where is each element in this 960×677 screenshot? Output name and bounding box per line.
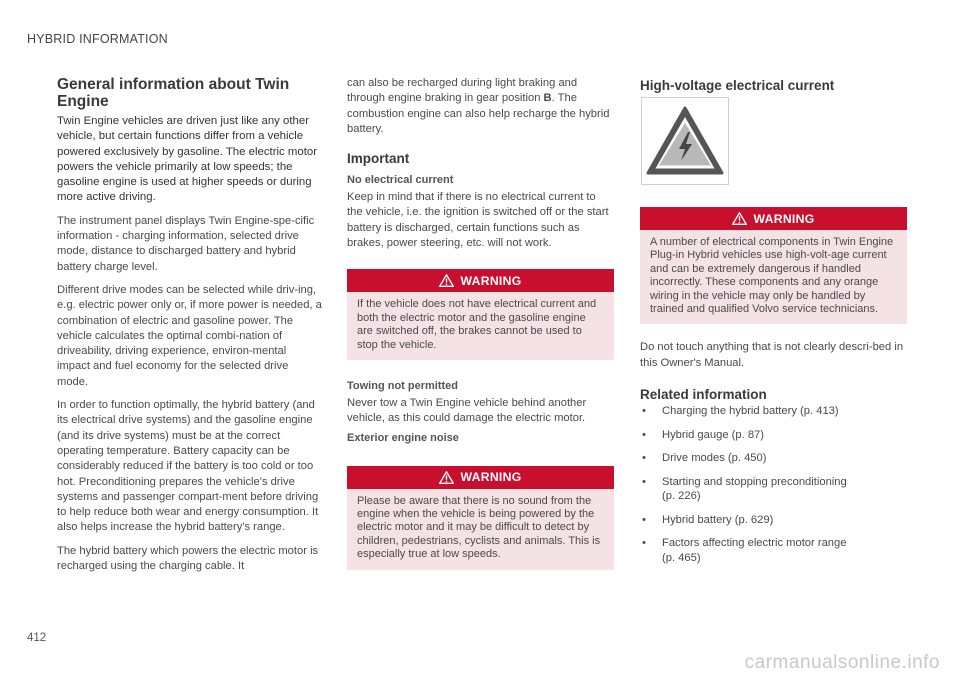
intro-paragraph: Twin Engine vehicles are driven just like any other vehicle, but certain functions differ from a vehicle powered exclusively by gasoline. The electric motor powers the vehicle primarily at low speeds; the gasoline engine is used at higher speeds or during more active driving. — [57, 115, 317, 204]
warning-triangle-icon — [439, 471, 454, 484]
bullet-icon: • — [642, 452, 646, 465]
paragraph-drive-modes: Different drive modes can be selected while driv-ing, e.g. electric power only or, if more power is needed, a combination of electric and gasoline power. The vehicle calculates the optimal combi-nation of driveability, driving experience, environ-mental impact and fuel economy for the selected drive mode. — [57, 283, 322, 388]
important-heading: Important — [347, 151, 410, 167]
related-information-heading: Related information — [640, 387, 767, 403]
list-item-text: Drive modes (p. 450) — [662, 452, 767, 465]
paragraph-instrument-panel: The instrument panel displays Twin Engine-spe-cific information - charging information, selected drive mode, distance to discharged battery and hybrid battery charge level. — [57, 214, 315, 273]
page-number: 412 — [27, 632, 47, 644]
continuation-post: . The combustion engine can also help recharge the hybrid battery. — [347, 92, 610, 135]
warning-box-brakes — [347, 269, 614, 360]
warning-header — [347, 269, 614, 292]
related-link-charging[interactable] — [640, 404, 907, 419]
warning-triangle-icon — [732, 212, 747, 225]
warning-text: Please be aware that there is no sound from the engine when the vehicle is being powered by the electric motor and it may be difficult to detect by children, pedestrians, cyclists and animals. This is especially true at low speeds. — [357, 494, 601, 561]
warning-header — [347, 466, 614, 489]
column-important — [347, 76, 614, 580]
warning-label: WARNING — [460, 273, 522, 288]
bullet-icon: • — [642, 537, 646, 550]
gear-position-b: B — [543, 92, 552, 105]
warning-label: WARNING — [460, 470, 522, 485]
warning-text: A number of electrical components in Twin Engine Plug-in Hybrid vehicles use high-volt-age current and can be extremely dangerous if handled incorrectly. These components and any orange wiring in the vehicle may only be handled by trained and qualified Volvo service technicians. — [650, 236, 894, 316]
warning-box-high-voltage — [640, 207, 907, 324]
paragraph-preconditioning: In order to function optimally, the hybrid battery (and its electrical drive systems) and the gasoline engine (and its drive systems) must be at the correct operating temperature. Battery capacity can be considerably reduced if the battery is too cold or too hot. Preconditioning prepares the vehicle's drive systems and passenger compart-ment before driving to help reduce both wear and energy consumption. It also helps increase the hybrid battery's range. — [57, 399, 319, 534]
running-header: HYBRID INFORMATION — [27, 32, 168, 46]
warning-label: WARNING — [753, 211, 815, 226]
related-link-drive-modes[interactable] — [640, 451, 907, 466]
list-item-text: Starting and stopping preconditioning — [662, 475, 847, 488]
warning-box-noise — [347, 466, 614, 570]
paragraph-recharging: The hybrid battery which powers the electric motor is recharged using the charging cable. It — [57, 544, 319, 573]
bullet-icon: • — [642, 513, 646, 526]
column-high-voltage — [640, 76, 907, 574]
list-item-text: Hybrid gauge (p. 87) — [662, 428, 764, 441]
warning-text: If the vehicle does not have electrical current and both the electric motor and the gasoline engine are switched off, the brakes cannot be used to stop the vehicle. — [357, 298, 597, 351]
list-item-text: Hybrid battery (p. 629) — [662, 513, 774, 526]
no-electrical-current-heading: No electrical current — [347, 174, 454, 187]
section-title: General information about Twin Engine — [57, 76, 290, 110]
related-information-list — [640, 404, 907, 565]
watermark: carmanualsonline.info — [744, 652, 940, 673]
list-item-text-page: (p. 226) — [662, 490, 701, 503]
warning-header — [640, 207, 907, 230]
list-item-text-page: (p. 465) — [662, 551, 701, 564]
towing-text: Never tow a Twin Engine vehicle behind another vehicle, as this could damage the electric motor. — [347, 397, 587, 425]
do-not-touch-text: Do not touch anything that is not clearly descri-bed in this Owner's Manual. — [640, 341, 904, 369]
related-link-preconditioning[interactable] — [640, 475, 907, 504]
high-voltage-heading: High-voltage electrical current — [640, 78, 835, 93]
related-link-range-factors[interactable] — [640, 536, 907, 565]
high-voltage-sign-icon — [645, 105, 725, 177]
related-link-hybrid-battery[interactable] — [640, 513, 907, 528]
paragraph-continuation — [347, 76, 614, 137]
bullet-icon: • — [642, 405, 646, 418]
bullet-icon: • — [642, 475, 646, 488]
high-voltage-image — [641, 97, 729, 185]
towing-heading: Towing not permitted — [347, 380, 459, 392]
list-item-text: Charging the hybrid battery (p. 413) — [662, 405, 839, 418]
no-electrical-current-text: Keep in mind that if there is no electrical current to the vehicle, i.e. the ignition is switched off or the start battery is discharged, certain functions such as brakes, power steering, etc. will not work. — [347, 191, 609, 250]
continuation-pre: can also be recharged during light braking and through engine braking in gear position — [347, 77, 578, 105]
bullet-icon: • — [642, 428, 646, 441]
list-item-text: Factors affecting electric motor range — [662, 537, 847, 550]
column-general-info — [57, 76, 322, 582]
warning-triangle-icon — [439, 274, 454, 287]
exterior-noise-heading: Exterior engine noise — [347, 431, 459, 444]
related-link-hybrid-gauge[interactable] — [640, 428, 907, 443]
